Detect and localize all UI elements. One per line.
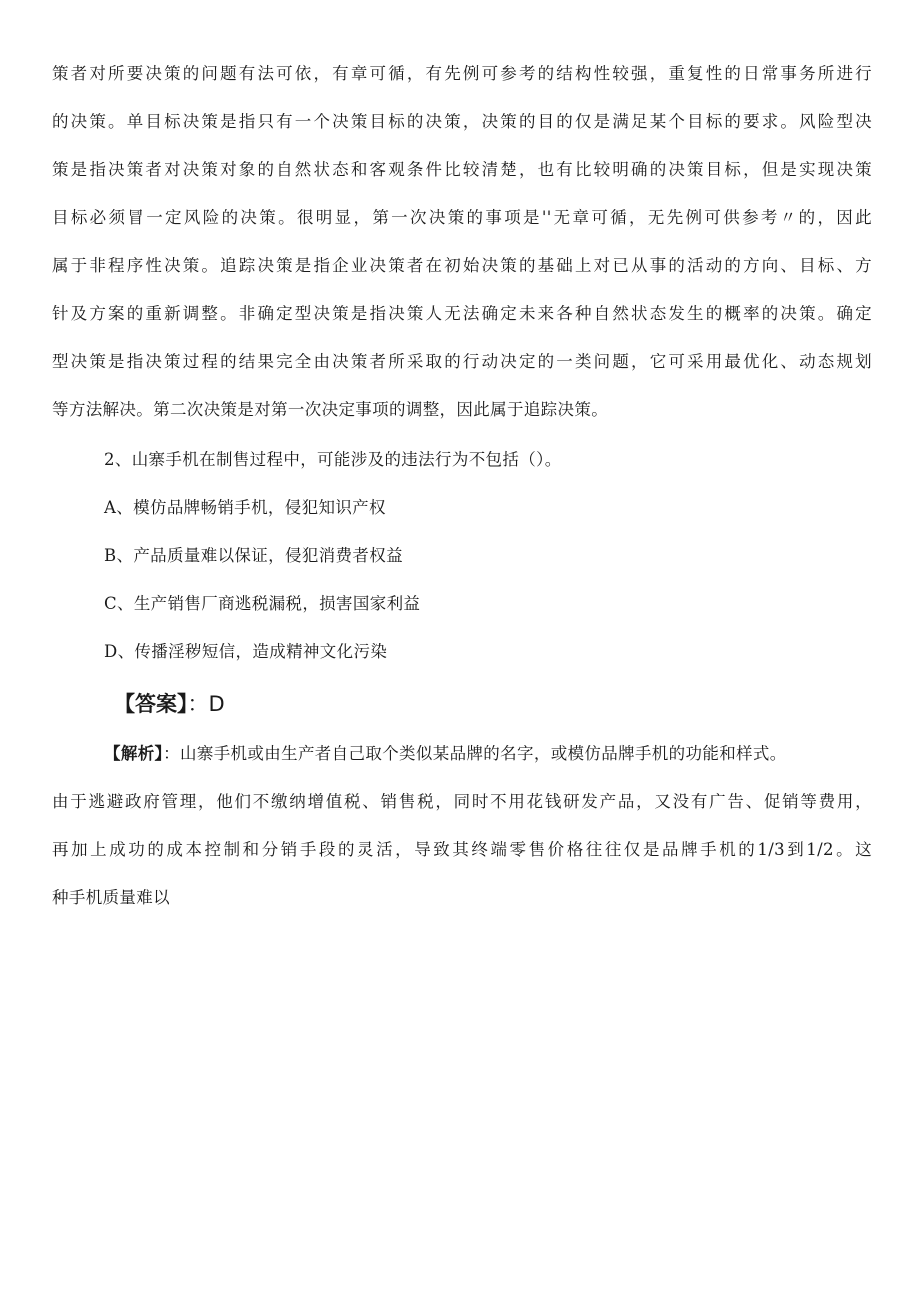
explanation-line-6: 针及方案的重新调整。非确定型决策是指决策人无法确定未来各种自然状态发生的概率的决策。确定 [52, 304, 872, 323]
answer-line [114, 690, 225, 718]
analysis-line-3: 再加上成功的成本控制和分销手段的灵活，导致其终端零售价格往往仅是品牌手机的1/3到1/2。这 [52, 840, 872, 859]
option-c: C、生产销售厂商逃税漏税，损害国家利益 [104, 594, 421, 613]
explanation-line-4: 目标必须冒一定风险的决策。很明显，第一次决策的事项是''无章可循，无先例可供参考〃的，因此 [52, 208, 872, 227]
explanation-line-7: 型决策是指决策过程的结果完全由决策者所采取的行动决定的一类问题，它可采用最优化、动态规划 [52, 352, 872, 371]
explanation-line-3: 策是指决策者对决策对象的自然状态和客观条件比较清楚，也有比较明确的决策目标，但是实现决策 [52, 160, 872, 179]
explanation-line-8: 等方法解决。第二次决策是对第一次决定事项的调整，因此属于追踪决策。 [52, 400, 609, 419]
analysis-first-line-text: ：山寨手机或由生产者自己取个类似某品牌的名字，或模仿品牌手机的功能和样式。 [163, 744, 787, 763]
answer-value: ：D [187, 692, 225, 716]
analysis-line-4: 种手机质量难以 [52, 888, 170, 907]
option-d: D、传播淫秽短信，造成精神文化污染 [104, 642, 388, 661]
analysis-line-2: 由于逃避政府管理，他们不缴纳增值税、销售税，同时不用花钱研发产品，又没有广告、促销等费用， [52, 792, 872, 811]
explanation-line-2: 的决策。单目标决策是指只有一个决策目标的决策，决策的目的仅是满足某个目标的要求。风险型决 [52, 112, 872, 131]
option-a: A、模仿品牌畅销手机，侵犯知识产权 [104, 498, 386, 517]
explanation-line-5: 属于非程序性决策。追踪决策是指企业决策者在初始决策的基础上对已从事的活动的方向、目标、方 [52, 256, 872, 275]
explanation-line-1: 策者对所要决策的问题有法可依，有章可循，有先例可参考的结构性较强，重复性的日常事务所进行 [52, 64, 872, 83]
analysis-first-line [104, 744, 884, 764]
option-b: B、产品质量难以保证，侵犯消费者权益 [104, 546, 403, 565]
analysis-label: 【解析】 [104, 744, 164, 763]
answer-label: 【答案】 [114, 692, 188, 716]
question-stem: 2、山寨手机在制售过程中，可能涉及的违法行为不包括（）。 [104, 450, 562, 469]
